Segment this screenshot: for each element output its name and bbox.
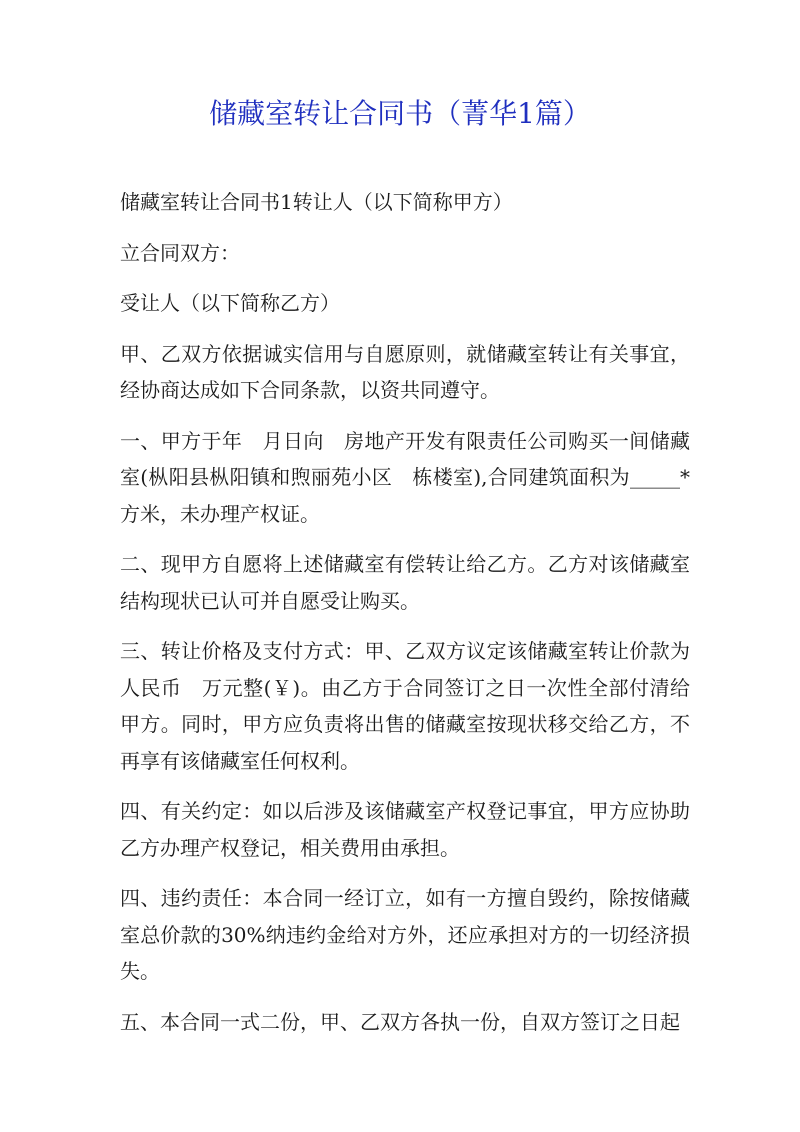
paragraph-clause-2: 二、现甲方自愿将上述储藏室有偿转让给乙方。乙方对该储藏室结构现状已认可并自愿受让购买。	[120, 552, 690, 613]
paragraph-transferor: 储藏室转让合同书1转让人（以下简称甲方）	[120, 190, 513, 214]
paragraph-clause-4b: 四、违约责任：本合同一经订立，如有一方擅自毁约，除按储藏室总价款的30%纳违约金给对方外，还应承担对方的一切经济损失。	[120, 886, 690, 983]
paragraph-transferee: 受让人（以下简称乙方）	[120, 291, 340, 315]
paragraph-clause-4: 四、有关约定：如以后涉及该储藏室产权登记事宜，甲方应协助乙方办理产权登记，相关费用由承担。	[120, 799, 690, 860]
paragraph-clause-1: 一、甲方于年 月日向 房地产开发有限责任公司购买一间储藏室(枞阳县枞阳镇和煦丽苑小区 栋楼室),合同建筑面积为_____*方米，未办理产权证。	[120, 428, 690, 526]
document-body	[120, 184, 690, 1054]
paragraph-clause-5: 五、本合同一式二份，甲、乙双方各执一份，自双方签订之日起	[120, 1009, 680, 1034]
document-title: 储藏室转让合同书（菁华1篇）	[209, 97, 591, 130]
paragraph-preamble: 甲、乙双方依据诚实信用与自愿原则，就储藏室转让有关事宜，经协商达成如下合同条款，以资共同遵守。	[120, 341, 690, 402]
paragraph-clause-3: 三、转让价格及支付方式：甲、乙双方议定该储藏室转让价款为人民币 万元整(￥)。由乙方于合同签订之日一次性全部付清给甲方。同时，甲方应负责将出售的储藏室按现状移交给乙方，不再享有该储藏室任何权利。	[120, 639, 690, 773]
paragraph-parties: 立合同双方：	[120, 240, 240, 265]
